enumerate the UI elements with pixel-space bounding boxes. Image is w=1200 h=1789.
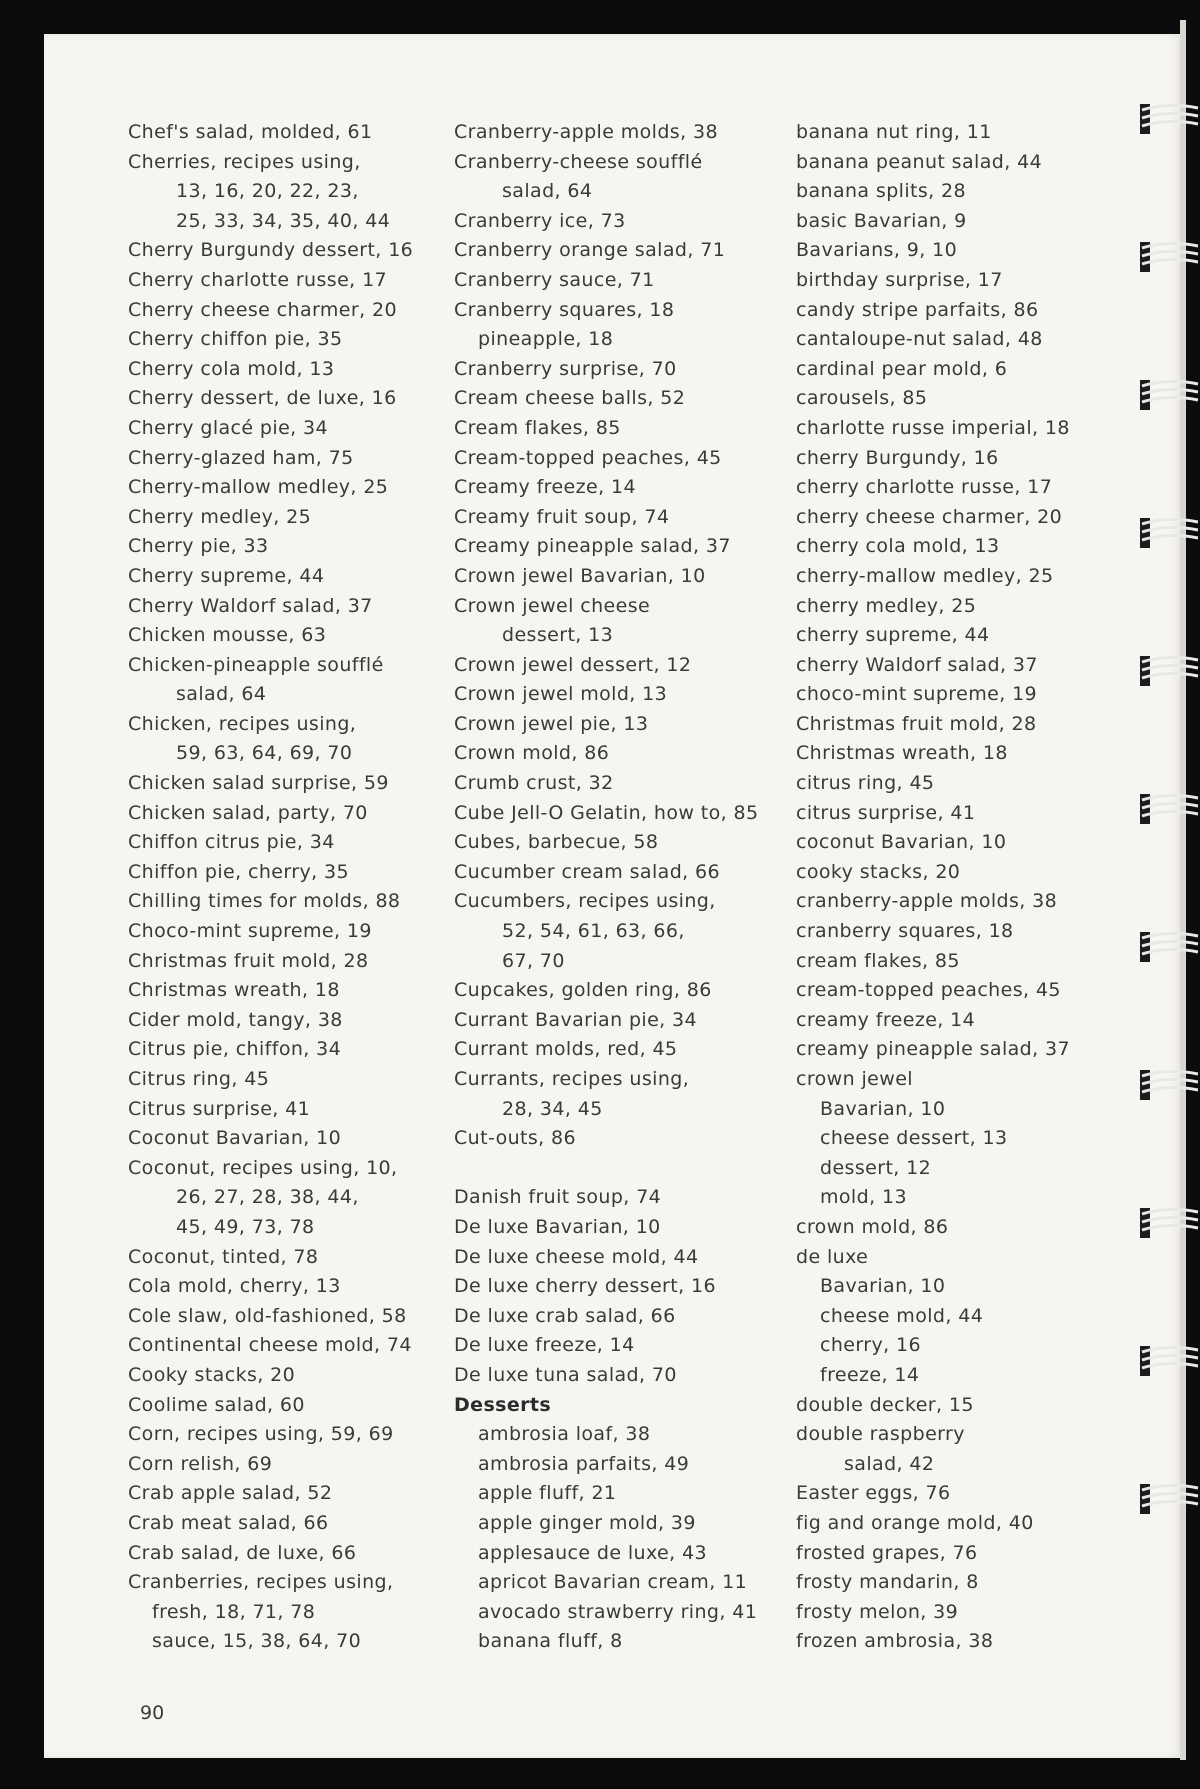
index-entry: Cranberry ice, 73 — [454, 209, 626, 232]
index-entry: 59, 63, 64, 69, 70 — [176, 742, 353, 765]
index-entry: charlotte russe imperial, 18 — [796, 416, 1070, 439]
index-entry: candy stripe parfaits, 86 — [796, 298, 1039, 321]
index-entry: Christmas fruit mold, 28 — [796, 712, 1037, 735]
index-entry: Creamy pineapple salad, 37 — [454, 535, 731, 558]
index-entry: cherry Waldorf salad, 37 — [796, 653, 1038, 676]
page-number: 90 — [140, 1702, 165, 1724]
index-entry: Corn relish, 69 — [128, 1452, 273, 1475]
index-entry: choco-mint supreme, 19 — [796, 683, 1038, 706]
index-entry: Cranberry-apple molds, 38 — [454, 121, 718, 143]
index-entry: ambrosia loaf, 38 — [478, 1423, 651, 1446]
index-entry: Cherry supreme, 44 — [128, 564, 325, 587]
index-entry: 26, 27, 28, 38, 44, — [176, 1186, 359, 1209]
index-entry: Cream-topped peaches, 45 — [454, 446, 722, 469]
index-entry — [454, 1154, 794, 1184]
index-entry: cheese mold, 44 — [820, 1304, 984, 1327]
index-entry: De luxe crab salad, 66 — [454, 1304, 676, 1327]
index-entry: Cranberry squares, 18 — [454, 298, 675, 321]
index-entry: avocado strawberry ring, 41 — [478, 1600, 758, 1623]
index-entry: Bavarians, 9, 10 — [796, 239, 958, 262]
index-entry: Crown jewel cheese — [454, 594, 651, 617]
index-entry: Crown jewel mold, 13 — [454, 683, 668, 706]
index-entry: 25, 33, 34, 35, 40, 44 — [176, 209, 391, 232]
index-entry: Creamy freeze, 14 — [454, 476, 636, 499]
index-entry: salad, 42 — [844, 1452, 935, 1475]
index-entry: applesauce de luxe, 43 — [478, 1541, 708, 1564]
index-entry: Cream cheese balls, 52 — [454, 387, 686, 410]
index-entry: cherry cheese charmer, 20 — [796, 505, 1063, 528]
index-entry: Crumb crust, 32 — [454, 772, 614, 795]
index-entry: Coconut Bavarian, 10 — [128, 1127, 342, 1150]
index-entry: Danish fruit soup, 74 — [454, 1186, 662, 1209]
index-entry: Currant Bavarian pie, 34 — [454, 1008, 698, 1031]
binding-coil — [1138, 790, 1200, 830]
index-entry: Chicken-pineapple soufflé — [128, 653, 384, 676]
index-entry: Cola mold, cherry, 13 — [128, 1275, 341, 1298]
index-entry: Cranberry-cheese soufflé — [454, 150, 703, 173]
index-entry: Citrus pie, chiffon, 34 — [128, 1038, 342, 1061]
index-entry: De luxe tuna salad, 70 — [454, 1363, 677, 1386]
index-entry: banana peanut salad, 44 — [796, 150, 1043, 173]
index-entry: Cut-outs, 86 — [454, 1127, 577, 1150]
index-entry: mold, 13 — [820, 1186, 907, 1209]
binding-coil — [1138, 1342, 1200, 1382]
index-entry: Cooky stacks, 20 — [128, 1363, 296, 1386]
binding-coil — [1138, 376, 1200, 416]
index-entry: Crab salad, de luxe, 66 — [128, 1541, 357, 1564]
index-entry: Cranberry orange salad, 71 — [454, 239, 726, 262]
index-entry: crown jewel — [796, 1068, 913, 1090]
index-entry: Continental cheese mold, 74 — [128, 1334, 412, 1357]
index-entry: Cucumbers, recipes using, — [454, 890, 716, 913]
index-entry: Cranberries, recipes using, — [128, 1571, 394, 1594]
index-entry: Cherry chiffon pie, 35 — [128, 328, 343, 351]
index-entry: cheese dessert, 13 — [820, 1127, 1008, 1150]
index-entry: Crown jewel Bavarian, 10 — [454, 564, 706, 587]
binding-coil — [1138, 514, 1200, 554]
index-entry: De luxe cherry dessert, 16 — [454, 1275, 716, 1298]
index-entry: fig and orange mold, 40 — [796, 1511, 1034, 1534]
index-entry: Cucumber cream salad, 66 — [454, 860, 721, 883]
index-entry: cooky stacks, 20 — [796, 860, 961, 883]
index-entry: Chicken salad surprise, 59 — [128, 772, 389, 795]
index-entry: cherry-mallow medley, 25 — [796, 564, 1054, 587]
index-entry: Creamy fruit soup, 74 — [454, 505, 670, 528]
index-entry: Cranberry surprise, 70 — [454, 357, 677, 380]
index-entry: Citrus surprise, 41 — [128, 1097, 311, 1120]
index-entry: frosty mandarin, 8 — [796, 1571, 979, 1594]
index-entry: citrus surprise, 41 — [796, 801, 976, 824]
index-entry: apple fluff, 21 — [478, 1482, 617, 1505]
index-entry: Cherry cheese charmer, 20 — [128, 298, 397, 321]
index-entry: 67, 70 — [502, 949, 565, 972]
index-entry: cream flakes, 85 — [796, 949, 960, 972]
index-entry: De luxe cheese mold, 44 — [454, 1245, 699, 1268]
index-entry: 28, 34, 45 — [502, 1097, 603, 1120]
binding-coil — [1138, 238, 1200, 278]
index-entry: Cranberry sauce, 71 — [454, 268, 655, 291]
index-entry: coconut Bavarian, 10 — [796, 831, 1007, 854]
index-entry: cardinal pear mold, 6 — [796, 357, 1008, 380]
index-entry: Cider mold, tangy, 38 — [128, 1008, 343, 1031]
index-entry: Christmas fruit mold, 28 — [128, 949, 369, 972]
index-entry: Cherry medley, 25 — [128, 505, 312, 528]
index-entry: Christmas wreath, 18 — [796, 742, 1008, 765]
index-entry: Chef's salad, molded, 61 — [128, 121, 373, 143]
index-entry: Cream flakes, 85 — [454, 416, 621, 439]
binding-coil — [1138, 652, 1200, 692]
index-entry: cranberry squares, 18 — [796, 920, 1014, 943]
binding-coil — [1138, 1480, 1200, 1520]
index-entry: Crab apple salad, 52 — [128, 1482, 333, 1505]
index-entry: cantaloupe-nut salad, 48 — [796, 328, 1043, 351]
index-entry: double decker, 15 — [796, 1393, 974, 1416]
index-entry: Cubes, barbecue, 58 — [454, 831, 659, 854]
index-entry: 13, 16, 20, 22, 23, — [176, 180, 359, 203]
index-entry: cranberry-apple molds, 38 — [796, 890, 1058, 913]
index-entry: Coconut, tinted, 78 — [128, 1245, 319, 1268]
index-entry: dessert, 12 — [820, 1156, 932, 1179]
index-heading: Desserts — [454, 1393, 552, 1416]
index-entry: cream-topped peaches, 45 — [796, 979, 1061, 1002]
index-column-1 — [128, 118, 468, 1657]
index-entry: Currant molds, red, 45 — [454, 1038, 678, 1061]
index-entry: Christmas wreath, 18 — [128, 979, 340, 1002]
index-entry: Chicken salad, party, 70 — [128, 801, 368, 824]
index-entry: Cherries, recipes using, — [128, 150, 361, 173]
index-entry: Currants, recipes using, — [454, 1068, 690, 1090]
index-entry: fresh, 18, 71, 78 — [152, 1600, 316, 1623]
index-entry: Cole slaw, old-fashioned, 58 — [128, 1304, 407, 1327]
index-entry: 45, 49, 73, 78 — [176, 1215, 315, 1238]
index-entry: freeze, 14 — [820, 1363, 920, 1386]
index-entry: cherry, 16 — [820, 1334, 921, 1357]
index-entry: creamy freeze, 14 — [796, 1008, 976, 1031]
index-entry: Chilling times for molds, 88 — [128, 890, 401, 913]
index-entry: cherry charlotte russe, 17 — [796, 476, 1053, 499]
index-entry: frozen ambrosia, 38 — [796, 1630, 994, 1653]
index-entry: banana fluff, 8 — [478, 1630, 623, 1653]
index-entry: carousels, 85 — [796, 387, 928, 410]
index-entry: Cherry glacé pie, 34 — [128, 416, 329, 439]
index-entry: salad, 64 — [176, 683, 267, 706]
index-entry: Chicken, recipes using, — [128, 712, 357, 735]
index-entry: birthday surprise, 17 — [796, 268, 1003, 291]
index-entry: ambrosia parfaits, 49 — [478, 1452, 690, 1475]
index-entry: Chiffon citrus pie, 34 — [128, 831, 335, 854]
index-entry: cherry Burgundy, 16 — [796, 446, 999, 469]
index-entry: citrus ring, 45 — [796, 772, 935, 795]
index-entry: apple ginger mold, 39 — [478, 1511, 696, 1534]
index-entry: De luxe freeze, 14 — [454, 1334, 635, 1357]
index-entry: apricot Bavarian cream, 11 — [478, 1571, 748, 1594]
index-entry: Easter eggs, 76 — [796, 1482, 951, 1505]
index-entry: Crown jewel pie, 13 — [454, 712, 649, 735]
index-entry: creamy pineapple salad, 37 — [796, 1038, 1070, 1061]
index-entry: Bavarian, 10 — [820, 1275, 946, 1298]
index-entry: Cherry Waldorf salad, 37 — [128, 594, 373, 617]
index-entry: frosted grapes, 76 — [796, 1541, 978, 1564]
index-entry: Choco-mint supreme, 19 — [128, 920, 372, 943]
index-entry: Bavarian, 10 — [820, 1097, 946, 1120]
spiral-binding — [1138, 90, 1200, 1770]
index-entry: Cherry charlotte russe, 17 — [128, 268, 388, 291]
index-entry: dessert, 13 — [502, 624, 614, 647]
index-entry: Crown jewel dessert, 12 — [454, 653, 692, 676]
index-entry: Cherry Burgundy dessert, 16 — [128, 239, 414, 262]
index-entry: banana nut ring, 11 — [796, 121, 992, 143]
index-entry: Crown mold, 86 — [454, 742, 610, 765]
index-entry: Crab meat salad, 66 — [128, 1511, 329, 1534]
index-entry: pineapple, 18 — [478, 328, 614, 351]
index-entry: Citrus ring, 45 — [128, 1068, 270, 1090]
index-entry: sauce, 15, 38, 64, 70 — [152, 1630, 362, 1653]
index-entry: basic Bavarian, 9 — [796, 209, 967, 232]
index-entry: De luxe Bavarian, 10 — [454, 1215, 661, 1238]
index-entry: Cherry-mallow medley, 25 — [128, 476, 389, 499]
binding-coil — [1138, 1066, 1200, 1106]
index-entry: 52, 54, 61, 63, 66, — [502, 920, 685, 943]
index-entry: Corn, recipes using, 59, 69 — [128, 1423, 394, 1446]
index-entry: Cherry dessert, de luxe, 16 — [128, 387, 397, 410]
binding-coil — [1138, 1204, 1200, 1244]
index-entry: crown mold, 86 — [796, 1215, 949, 1238]
index-entry: de luxe — [796, 1245, 869, 1268]
binding-coil — [1138, 928, 1200, 968]
index-entry: double raspberry — [796, 1423, 965, 1446]
index-entry: Coconut, recipes using, 10, — [128, 1156, 398, 1179]
index-entry: banana splits, 28 — [796, 180, 967, 203]
index-entry: cherry cola mold, 13 — [796, 535, 1000, 558]
index-entry: Cherry-glazed ham, 75 — [128, 446, 354, 469]
binding-coil — [1138, 100, 1200, 140]
index-entry: frosty melon, 39 — [796, 1600, 959, 1623]
index-entry: Chiffon pie, cherry, 35 — [128, 860, 349, 883]
index-entry: cherry medley, 25 — [796, 594, 977, 617]
index-entry: Cherry cola mold, 13 — [128, 357, 335, 380]
index-entry: Coolime salad, 60 — [128, 1393, 305, 1416]
index-column-3 — [796, 118, 1136, 1657]
index-entry: Cupcakes, golden ring, 86 — [454, 979, 712, 1002]
index-entry: cherry supreme, 44 — [796, 624, 990, 647]
index-entry: Cherry pie, 33 — [128, 535, 269, 558]
index-entry: Chicken mousse, 63 — [128, 624, 327, 647]
index-column-2 — [454, 118, 794, 1657]
index-entry: salad, 64 — [502, 180, 593, 203]
index-entry: Cube Jell-O Gelatin, how to, 85 — [454, 801, 759, 824]
